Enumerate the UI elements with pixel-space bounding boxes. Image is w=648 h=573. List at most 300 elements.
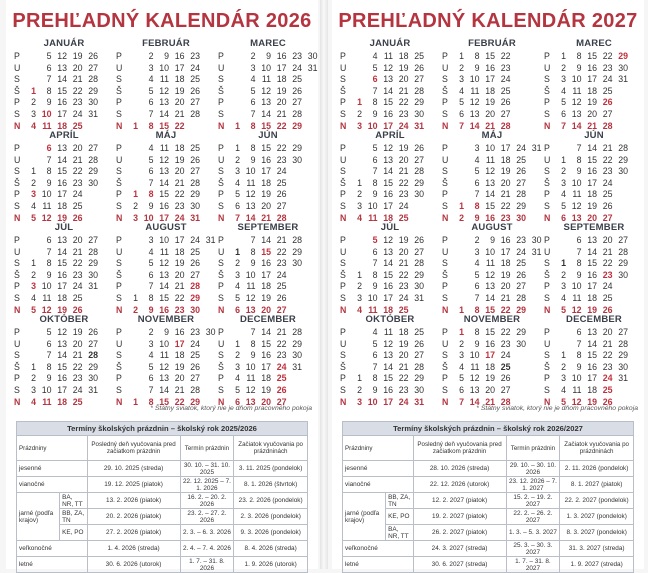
day-cell: 14 — [383, 85, 393, 96]
day-cell: 14 — [571, 120, 582, 131]
day-cell: 19 — [500, 269, 511, 280]
day-letter: Š — [218, 85, 224, 96]
day-letter: Š — [544, 361, 550, 372]
week-row — [216, 361, 320, 373]
day-cell: 10 — [143, 212, 154, 223]
week-row — [440, 269, 544, 281]
month-november — [114, 314, 218, 410]
week-row — [338, 62, 442, 74]
day-cell: 3 — [357, 396, 362, 407]
week-row — [542, 85, 646, 97]
cell-last: 26. 2. 2027 (piatok) — [413, 525, 506, 541]
cell-term: 22. 12. 2025 – 7. 1. 2026 — [180, 477, 234, 493]
day-cell: 7 — [148, 281, 154, 292]
day-cell: 28 — [88, 74, 98, 85]
day-cell: 15 — [383, 269, 393, 280]
holiday-type: jarné (podľa krajov) — [343, 493, 386, 541]
day-cell: 25 — [276, 177, 287, 188]
day-cell: 13 — [485, 177, 495, 188]
day-cell: 31 — [414, 120, 424, 131]
week-row — [440, 200, 544, 212]
day-letter: N — [442, 396, 449, 407]
day-cell: 18 — [587, 189, 597, 200]
day-cell: 25 — [190, 350, 200, 361]
day-letter: P — [14, 373, 20, 384]
day-cell: 28 — [292, 235, 302, 245]
day-cell: 15 — [159, 396, 169, 407]
day-cell: 25 — [276, 281, 287, 292]
week-row — [216, 188, 320, 200]
day-letter: U — [544, 62, 551, 73]
table-row — [17, 493, 308, 509]
day-letter: P — [544, 281, 550, 292]
day-cell: 30 — [88, 97, 98, 108]
day-letter: U — [116, 246, 123, 257]
day-letter: P — [544, 189, 550, 200]
day-cell: 24 — [72, 281, 83, 292]
day-cell: 1 — [357, 97, 362, 108]
day-cell: 16 — [485, 338, 495, 349]
day-letter: P — [116, 327, 122, 337]
day-cell: 10 — [245, 361, 256, 372]
day-cell: 7 — [250, 235, 256, 245]
cell-last: 1. 4. 2026 (streda) — [87, 541, 180, 557]
day-cell: 31 — [88, 109, 98, 119]
day-cell: 23 — [500, 212, 511, 223]
week-row — [440, 234, 544, 246]
day-cell: 5 — [235, 293, 240, 303]
region-group: BB, ZA, TN — [60, 509, 87, 525]
day-cell: 10 — [245, 166, 256, 177]
day-cell: 14 — [159, 109, 169, 119]
day-cell: 10 — [469, 350, 480, 361]
day-cell: 9 — [46, 177, 52, 188]
week-row — [338, 188, 442, 200]
day-cell: 20 — [398, 246, 409, 257]
month-január — [12, 38, 116, 134]
day-letter: P — [218, 373, 224, 384]
day-cell: 24 — [398, 396, 409, 407]
day-letter: S — [442, 350, 448, 361]
day-cell: 27 — [516, 281, 526, 292]
day-cell: 24 — [72, 109, 83, 119]
day-cell: 14 — [57, 74, 67, 85]
day-cell: 6 — [46, 143, 52, 153]
day-cell: 12 — [485, 166, 495, 177]
week-row — [114, 142, 218, 154]
day-cell: 3 — [561, 281, 566, 292]
day-cell: 25 — [500, 361, 511, 372]
day-cell: 25 — [602, 85, 613, 96]
day-letter: Š — [340, 269, 346, 280]
day-cell: 24 — [602, 281, 613, 292]
month-name: OKTÓBER — [365, 314, 415, 325]
day-cell: 1 — [133, 189, 138, 200]
day-cell: 20 — [174, 373, 185, 384]
day-cell: 17 — [383, 201, 393, 211]
day-cell: 21 — [174, 109, 185, 119]
day-cell: 28 — [190, 177, 200, 188]
day-cell: 9 — [250, 350, 256, 361]
month-name: JÚN — [258, 130, 278, 141]
day-cell: 11 — [368, 304, 378, 315]
day-letter: U — [14, 338, 21, 349]
day-cell: 19 — [57, 212, 67, 223]
table-row — [17, 557, 308, 573]
day-letter: S — [218, 109, 224, 119]
day-cell: 8 — [576, 258, 582, 269]
day-cell: 5 — [459, 373, 464, 384]
week-row — [114, 154, 218, 166]
cell-last: 29. 10. 2025 (streda) — [87, 461, 180, 477]
day-cell: 14 — [383, 361, 393, 372]
day-cell: 1 — [31, 166, 36, 177]
day-cell: 26 — [414, 143, 424, 153]
week-row — [338, 50, 442, 62]
day-cell: 3 — [148, 235, 154, 245]
day-cell: 21 — [174, 281, 185, 292]
day-cell: 8 — [474, 201, 480, 211]
month-december — [216, 314, 320, 410]
day-cell: 9 — [576, 269, 582, 280]
day-cell: 13 — [261, 97, 271, 108]
day-cell: 20 — [398, 74, 409, 85]
day-letter: S — [442, 201, 448, 211]
day-cell: 1 — [31, 361, 36, 372]
day-cell: 19 — [174, 258, 185, 269]
day-cell: 15 — [485, 327, 495, 337]
day-cell: 7 — [576, 246, 582, 257]
day-cell: 22 — [174, 189, 185, 200]
day-cell: 30 — [292, 258, 302, 269]
day-cell: 4 — [235, 177, 240, 188]
week-row — [114, 384, 218, 396]
day-letter: P — [116, 281, 122, 292]
cell-term: 1. 7. – 31. 8. 2026 — [180, 557, 234, 573]
day-cell: 21 — [602, 338, 613, 349]
week-row — [440, 50, 544, 62]
left-page-2026 — [6, 0, 318, 572]
day-cell: 5 — [250, 85, 256, 96]
cell-last: 27. 2. 2026 (piatok) — [87, 525, 180, 541]
day-cell: 1 — [357, 269, 362, 280]
day-cell: 16 — [587, 361, 597, 372]
week-row — [542, 154, 646, 166]
day-cell: 10 — [41, 189, 52, 200]
day-letter: P — [116, 189, 122, 200]
week-row — [440, 372, 544, 384]
day-cell: 12 — [41, 212, 52, 223]
week-row — [338, 142, 442, 154]
cell-last: 20. 2. 2026 (piatok) — [87, 509, 180, 525]
day-letter: N — [14, 120, 21, 131]
day-cell: 23 — [602, 166, 613, 177]
day-cell: 30 — [292, 350, 302, 361]
day-letter: S — [218, 166, 224, 177]
day-cell: 6 — [474, 281, 480, 292]
day-letter: N — [14, 212, 21, 223]
week-row — [216, 292, 320, 304]
week-row — [216, 257, 320, 269]
week-row — [542, 269, 646, 281]
day-cell: 5 — [31, 304, 36, 315]
day-cell: 29 — [618, 51, 628, 61]
day-cell: 15 — [57, 361, 67, 372]
day-cell: 4 — [474, 154, 480, 165]
day-cell: 25 — [72, 201, 83, 211]
day-cell: 12 — [57, 327, 67, 337]
region-group: BA, NR, TT — [60, 493, 87, 509]
day-letter: P — [544, 373, 550, 384]
week-row — [12, 384, 116, 396]
day-letter: S — [544, 201, 550, 211]
day-cell: 31 — [205, 235, 216, 245]
day-letter: U — [442, 246, 449, 257]
day-letter: S — [116, 74, 122, 85]
day-cell: 15 — [587, 51, 597, 61]
day-cell: 31 — [618, 373, 628, 384]
day-cell: 27 — [292, 97, 302, 108]
day-cell: 7 — [372, 85, 378, 96]
day-cell: 4 — [357, 304, 362, 315]
week-row — [216, 154, 320, 166]
day-cell: 2 — [31, 97, 36, 108]
day-cell: 5 — [561, 304, 566, 315]
month-jún — [542, 130, 646, 226]
school-holidays-table — [342, 421, 634, 573]
day-cell: 22 — [174, 396, 185, 407]
month-name: AUGUST — [145, 222, 187, 233]
day-cell: 30 — [414, 109, 424, 119]
day-cell: 14 — [485, 293, 495, 303]
day-letter: N — [116, 212, 123, 223]
day-letter: Š — [116, 177, 122, 188]
day-cell: 26 — [88, 327, 98, 337]
week-row — [12, 372, 116, 384]
day-cell: 18 — [383, 212, 393, 223]
day-cell: 2 — [357, 385, 362, 395]
day-cell: 18 — [276, 74, 287, 85]
col-last-day: Posledný deň vyučovania pred začiatkom prázdnin — [87, 436, 180, 461]
day-cell: 27 — [88, 338, 98, 349]
day-cell: 4 — [459, 85, 464, 96]
day-cell: 8 — [474, 327, 480, 337]
day-cell: 28 — [516, 189, 526, 200]
day-cell: 25 — [190, 74, 200, 85]
day-cell: 4 — [31, 293, 36, 303]
day-cell: 7 — [576, 143, 582, 153]
cell-last: 13. 2. 2026 (piatok) — [87, 493, 180, 509]
day-cell: 26 — [190, 154, 200, 165]
month-name: SEPTEMBER — [237, 222, 299, 233]
day-cell: 17 — [174, 62, 185, 73]
day-cell: 29 — [292, 246, 302, 257]
day-cell: 20 — [72, 143, 83, 153]
day-cell: 23 — [72, 177, 83, 188]
day-cell: 17 — [57, 385, 67, 395]
week-row — [114, 96, 218, 108]
day-cell: 21 — [602, 246, 613, 257]
day-cell: 23 — [190, 51, 200, 61]
day-cell: 3 — [31, 385, 36, 395]
day-cell: 29 — [516, 201, 526, 211]
week-row — [12, 326, 116, 338]
day-cell: 20 — [261, 304, 271, 315]
day-cell: 11 — [572, 385, 582, 395]
day-cell: 10 — [469, 74, 480, 85]
day-cell: 13 — [485, 281, 495, 292]
day-cell: 1 — [31, 85, 36, 96]
day-letter: Š — [340, 361, 346, 372]
day-cell: 18 — [587, 293, 597, 303]
day-cell: 16 — [500, 235, 511, 245]
day-cell: 25 — [500, 85, 511, 96]
day-cell: 11 — [159, 143, 169, 153]
day-cell: 27 — [276, 304, 287, 315]
day-cell: 30 — [190, 201, 200, 211]
month-name: APRÍL — [49, 130, 79, 141]
day-cell: 4 — [148, 74, 154, 85]
week-row — [216, 200, 320, 212]
day-cell: 18 — [500, 258, 511, 269]
day-letter: S — [116, 258, 122, 269]
day-letter: Š — [218, 269, 224, 280]
week-row — [114, 292, 218, 304]
day-cell: 17 — [500, 246, 511, 257]
week-row — [216, 50, 320, 62]
day-cell: 1 — [235, 143, 240, 153]
day-letter: U — [340, 154, 347, 165]
day-cell: 1 — [357, 373, 362, 384]
day-cell: 13 — [245, 396, 256, 407]
day-cell: 24 — [276, 361, 287, 372]
day-cell: 19 — [485, 97, 495, 108]
day-cell: 10 — [159, 62, 169, 73]
day-cell: 20 — [261, 201, 271, 211]
day-cell: 22 — [276, 120, 287, 131]
week-row — [114, 372, 218, 384]
day-cell: 4 — [148, 350, 154, 361]
day-cell: 3 — [31, 109, 36, 119]
day-cell: 2 — [235, 350, 240, 361]
day-cell: 2 — [31, 373, 36, 384]
cell-term: 29. 10. – 30. 10. 2026 — [506, 461, 560, 477]
day-cell: 2 — [561, 62, 566, 73]
day-cell: 11 — [470, 85, 480, 96]
day-cell: 9 — [372, 385, 378, 395]
day-cell: 20 — [587, 109, 597, 119]
day-cell: 8 — [148, 120, 154, 131]
day-cell: 9 — [250, 154, 256, 165]
day-cell: 22 — [276, 246, 287, 257]
day-cell: 28 — [190, 281, 200, 292]
day-cell: 9 — [474, 338, 480, 349]
day-letter: P — [218, 51, 224, 61]
day-cell: 30 — [414, 189, 424, 200]
day-cell: 7 — [235, 212, 240, 223]
table-row — [343, 493, 634, 509]
day-cell: 22 — [602, 350, 613, 361]
day-cell: 13 — [57, 235, 67, 245]
day-cell: 14 — [469, 120, 480, 131]
cell-last: 28. 10. 2026 (streda) — [413, 461, 506, 477]
week-row — [338, 96, 442, 108]
cell-start: 8. 1. 2026 (štvrtok) — [234, 477, 308, 493]
day-letter: P — [14, 143, 20, 153]
day-cell: 13 — [571, 109, 582, 119]
day-cell: 16 — [57, 97, 67, 108]
day-cell: 22 — [174, 293, 185, 303]
day-cell: 2 — [148, 327, 154, 337]
month-name: JÚL — [380, 222, 400, 233]
day-cell: 31 — [531, 246, 542, 257]
day-cell: 15 — [485, 51, 495, 61]
day-cell: 2 — [31, 177, 36, 188]
day-cell: 15 — [383, 373, 393, 384]
day-cell: 22 — [500, 304, 511, 315]
day-cell: 8 — [372, 97, 378, 108]
day-cell: 20 — [602, 235, 613, 245]
day-cell: 19 — [174, 154, 185, 165]
cell-last: 24. 3. 2027 (streda) — [413, 541, 506, 557]
day-letter: S — [442, 166, 448, 177]
day-cell: 9 — [474, 62, 480, 73]
cell-start: 9. 3. 2026 (pondelok) — [234, 525, 308, 541]
day-cell: 6 — [561, 109, 566, 119]
day-cell: 13 — [571, 212, 582, 223]
day-cell: 17 — [276, 62, 287, 73]
day-cell: 3 — [148, 62, 154, 73]
day-cell: 4 — [250, 74, 256, 85]
col-last-day: Posledný deň vyučovania pred začiatkom prázdnin — [413, 436, 506, 461]
week-row — [338, 257, 442, 269]
day-cell: 26 — [516, 269, 526, 280]
day-cell: 21 — [276, 109, 287, 119]
month-júl — [338, 222, 442, 318]
week-row — [440, 326, 544, 338]
day-cell: 23 — [72, 373, 83, 384]
day-cell: 6 — [235, 304, 240, 315]
day-cell: 12 — [571, 304, 582, 315]
day-cell: 30 — [205, 327, 216, 337]
day-cell: 13 — [245, 304, 256, 315]
week-row — [338, 269, 442, 281]
day-cell: 18 — [57, 201, 67, 211]
day-cell: 5 — [148, 154, 154, 165]
week-row — [440, 361, 544, 373]
day-cell: 25 — [190, 246, 200, 257]
holiday-type: jarné (podľa krajov) — [17, 493, 60, 541]
week-row — [216, 62, 320, 74]
day-cell: 6 — [576, 235, 582, 245]
day-letter: N — [544, 304, 551, 315]
week-row — [216, 96, 320, 108]
table-row — [17, 541, 308, 557]
table-header: Termíny školských prázdnin – školský rok 2026/2027 — [343, 422, 634, 436]
week-row — [216, 269, 320, 281]
day-cell: 20 — [72, 235, 83, 245]
day-letter: N — [14, 304, 21, 315]
day-cell: 27 — [190, 269, 200, 280]
cell-term: 23. 2. – 27. 2. 2026 — [180, 509, 234, 525]
week-row — [114, 85, 218, 97]
day-cell: 1 — [357, 177, 362, 188]
day-cell: 25 — [398, 304, 409, 315]
day-cell: 8 — [250, 246, 256, 257]
day-cell: 31 — [88, 385, 98, 395]
day-cell: 29 — [190, 396, 200, 407]
table-row — [17, 477, 308, 493]
